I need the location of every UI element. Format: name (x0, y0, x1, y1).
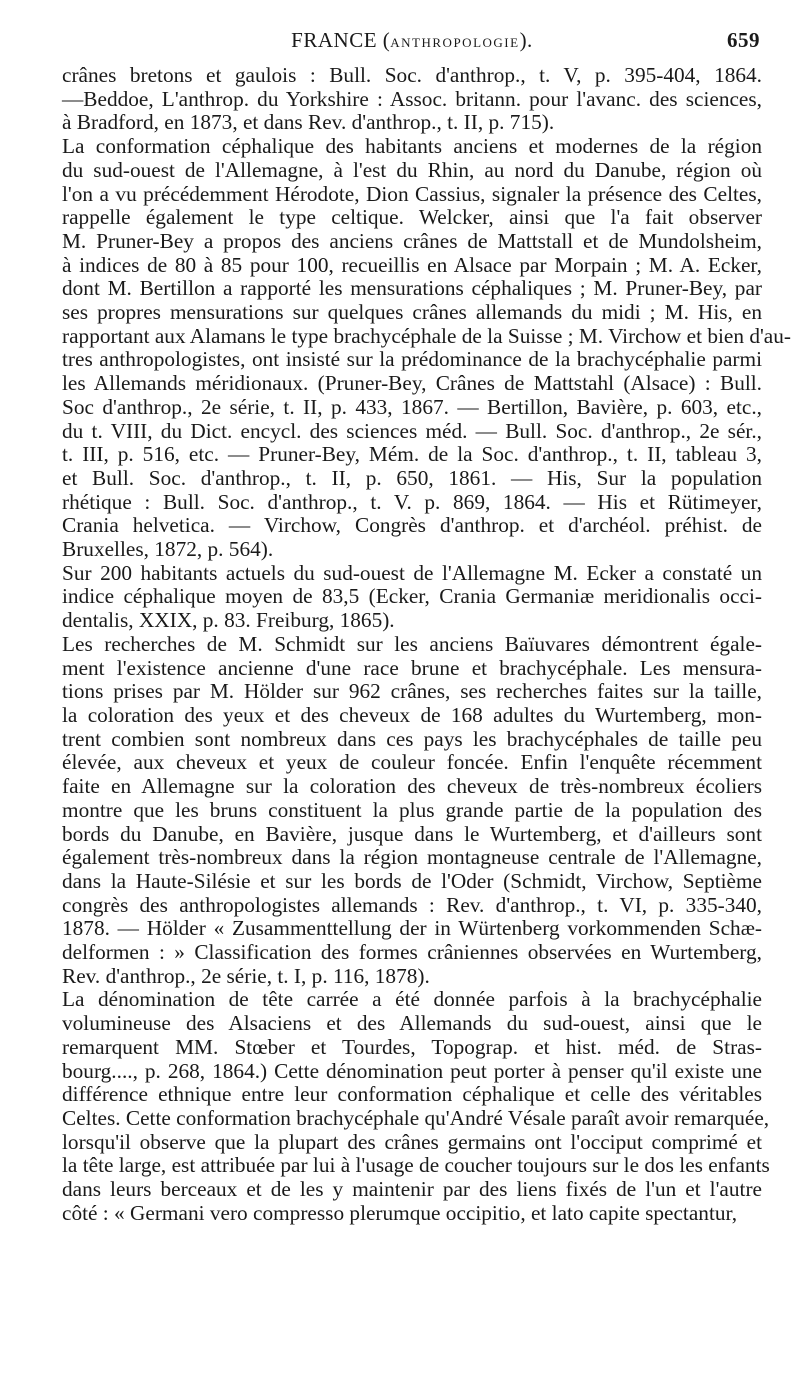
paragraph (62, 134, 791, 562)
page-number: 659 (727, 28, 760, 52)
text-line: Crania helvetica. — Virchow, Congrès d'anthrop. et d'archéol. préhist. de (62, 513, 762, 538)
text-line: delformen : » Classification des formes crâniennes observées en Wurtemberg, (62, 940, 762, 965)
text-line: trent combien sont nombreux dans ces pays les brachycéphales de taille peu (62, 726, 762, 751)
paragraph (62, 562, 762, 633)
text-line: Celtes. Cette conformation brachycéphale qu'André Vésale paraît avoir remarquée, (62, 1105, 770, 1130)
text-line: élevée, aux cheveux et yeux de couleur foncée. Enfin l'enquête récemment (62, 750, 762, 775)
running-title-end: ). (519, 28, 533, 52)
text-line: du t. VIII, du Dict. encycl. des sciences méd. — Bull. Soc. d'anthrop., 2e sér., (62, 418, 762, 443)
paragraph (62, 633, 762, 989)
text-line: montre que les bruns constituent la plus grande partie de la population des (62, 797, 762, 822)
text-line: t. III, p. 516, etc. — Pruner-Bey, Mém. de la Soc. d'anthrop., t. II, tableau 3, (62, 442, 762, 467)
running-title-subject: anthropologie (390, 31, 520, 51)
text-line: rapportant aux Alamans le type brachycéphale de la Suisse ; M. Virchow et bien d'au- (62, 323, 791, 348)
text-line: ment l'existence ancienne d'une race brune et brachycéphale. Les mensura- (62, 655, 762, 680)
running-header (62, 28, 762, 64)
text-line: tres anthropologistes, ont insisté sur la prédominance de la brachycéphalie parmi (62, 347, 762, 372)
text-line: bords du Danube, en Bavière, jusque dans le Wurtemberg, et d'ailleurs sont (62, 821, 762, 846)
text-line: indice céphalique moyen de 83,5 (Ecker, Crania Germaniæ meridionalis occi- (62, 584, 762, 609)
text-line: du sud-ouest de l'Allemagne, à l'est du Rhin, au nord du Danube, région où (62, 157, 762, 182)
text-line: Sur 200 habitants actuels du sud-ouest de l'Allemagne M. Ecker a constaté un (62, 560, 762, 585)
text-line: bourg...., p. 268, 1864.) Cette dénomination peut porter à penser qu'il existe une (62, 1058, 762, 1083)
text-line: Bruxelles, 1872, p. 564). (62, 537, 274, 562)
text-line: dont M. Bertillon a rapporté les mensurations céphaliques ; M. Pruner-Bey, par (62, 276, 762, 301)
text-line: lorsqu'il observe que la plupart des crânes germains ont l'occiput comprimé et (62, 1129, 762, 1154)
text-line: également très-nombreux dans la région montagneuse centrale de l'Allemagne, (62, 845, 762, 870)
paragraph (62, 64, 762, 135)
text-line: l'on a vu précédemment Hérodote, Dion Cassius, signaler la présence des Celtes, (62, 181, 762, 206)
text-line: M. Pruner-Bey a propos des anciens crânes de Mattstall et de Mundolsheim, (62, 228, 762, 253)
text-line: dans leurs berceaux et de les y maintenir par des liens fixés de l'un et l'autre (62, 1177, 762, 1202)
text-line: rappelle également le type celtique. Welcker, ainsi que l'a fait observer (62, 205, 762, 230)
text-line: 1878. — Hölder « Zusammenttellung der in Würtenberg vorkommenden Schæ- (62, 916, 762, 941)
text-line: les Allemands méridionaux. (Pruner-Bey, Crânes de Mattstahl (Alsace) : Bull. (62, 371, 762, 396)
text-line: côté : « Germani vero compresso plerumque occipitio, et lato capite spectantur, (62, 1200, 738, 1225)
text-line: à indices de 80 à 85 pour 100, recueillis en Alsace par Morpain ; M. A. Ecker, (62, 252, 762, 277)
text-line: La dénomination de tête carrée a été donnée parfois à la brachycéphalie (62, 987, 762, 1012)
running-title-main: FRANCE ( (291, 28, 391, 52)
text-line: La conformation céphalique des habitants anciens et modernes de la région (62, 134, 762, 159)
text-line: la tête large, est attribuée par lui à l'usage de coucher toujours sur le dos les enfants (62, 1153, 770, 1178)
paragraph (62, 987, 770, 1225)
text-line: rhétique : Bull. Soc. d'anthrop., t. V. p. 869, 1864. — His et Rütimeyer, (62, 489, 762, 514)
text-line: crânes bretons et gaulois : Bull. Soc. d'anthrop., t. V, p. 395-404, 1864. (62, 63, 762, 87)
text-line: à Bradford, en 1873, et dans Rev. d'anthrop., t. II, p. 715). (62, 110, 555, 135)
body-text (62, 63, 791, 1225)
text-line: ses propres mensurations sur quelques crânes allemands du midi ; M. His, en (62, 300, 762, 325)
text-line: dans la Haute-Silésie et sur les bords de l'Oder (Schmidt, Virchow, Septième (62, 868, 762, 893)
text-line: —Beddoe, L'anthrop. du Yorkshire : Assoc. britann. pour l'avanc. des sciences, (62, 86, 762, 111)
text-line: volumineuse des Alsaciens et des Allemands du sud-ouest, ainsi que le (62, 1011, 762, 1036)
text-line: Rev. d'anthrop., 2e série, t. I, p. 116, 1878). (62, 963, 430, 988)
text-line: dentalis, XXIX, p. 83. Freiburg, 1865). (62, 608, 395, 633)
text-line: différence ethnique entre leur conformation céphalique et celle des véritables (62, 1082, 762, 1107)
text-line: la coloration des yeux et des cheveux de 168 adultes du Wurtemberg, mon- (62, 702, 762, 727)
text-line: Les recherches de M. Schmidt sur les anciens Baïuvares démontrent égale- (62, 631, 762, 656)
running-title (62, 28, 762, 53)
text-line: et Bull. Soc. d'anthrop., t. II, p. 650, 1861. — His, Sur la population (62, 465, 762, 490)
text-line: tions prises par M. Hölder sur 962 crânes, ses recherches faites sur la taille, (62, 679, 762, 704)
text-line: faite en Allemagne sur la coloration des cheveux de très-nombreux écoliers (62, 774, 762, 799)
text-line: Soc d'anthrop., 2e série, t. II, p. 433, 1867. — Bertillon, Bavière, p. 603, etc., (62, 394, 762, 419)
text-line: remarquent MM. Stœber et Tourdes, Topograp. et hist. méd. de Stras- (62, 1034, 762, 1059)
text-line: congrès des anthropologistes allemands : Rev. d'anthrop., t. VI, p. 335-340, (62, 892, 762, 917)
